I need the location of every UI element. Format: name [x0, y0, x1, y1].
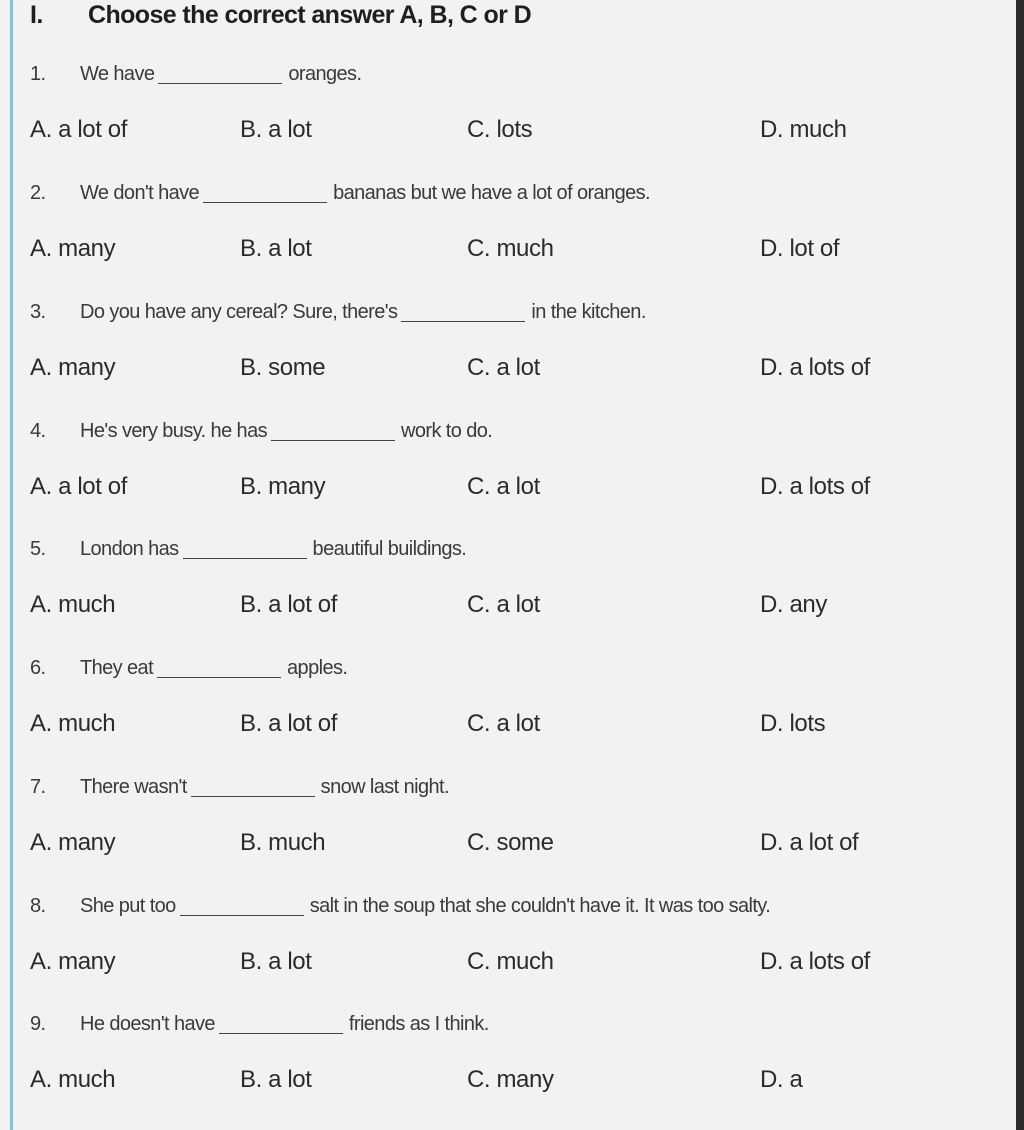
- question-text-before: We don't have: [80, 181, 200, 204]
- question-number: 7.: [30, 775, 46, 798]
- option-a: A. many: [30, 948, 116, 975]
- question-6: [30, 654, 347, 682]
- question-text-after: snow last night.: [320, 775, 449, 798]
- option-a: A. much: [30, 591, 116, 618]
- question-text-before: There wasn't: [80, 775, 187, 798]
- options-row-6: [30, 710, 990, 742]
- option-d: D. much: [760, 116, 847, 143]
- option-b: B. much: [240, 829, 326, 856]
- question-4: [30, 417, 492, 445]
- answer-blank: [158, 65, 282, 84]
- left-margin-rule: [10, 0, 13, 1130]
- option-c: C. a lot: [467, 591, 540, 618]
- options-row-1: [30, 116, 990, 148]
- option-a: A. many: [30, 354, 116, 381]
- question-1: [30, 60, 361, 88]
- option-c: C. a lot: [467, 710, 540, 737]
- question-text-after: beautiful buildings.: [312, 537, 467, 560]
- options-row-4: [30, 473, 990, 505]
- option-d: D. a lots of: [760, 354, 870, 381]
- question-3: [30, 298, 646, 326]
- question-text-before: Do you have any cereal? Sure, there's: [80, 300, 398, 323]
- question-text-after: oranges.: [288, 62, 362, 85]
- right-edge-border: [1016, 0, 1024, 1130]
- question-number: 8.: [30, 894, 46, 917]
- option-a: A. much: [30, 1066, 116, 1093]
- option-a: A. a lot of: [30, 116, 127, 143]
- question-text-after: in the kitchen.: [531, 300, 646, 323]
- option-c: C. some: [467, 829, 554, 856]
- question-7: [30, 773, 449, 801]
- options-row-9: [30, 1066, 990, 1098]
- question-text-before: He doesn't have: [80, 1012, 215, 1035]
- question-text-after: apples.: [287, 656, 348, 679]
- answer-blank: [219, 1015, 343, 1034]
- option-b: B. a lot: [240, 116, 312, 143]
- option-d: D. lots: [760, 710, 826, 737]
- question-number: 3.: [30, 300, 46, 323]
- question-text-after: friends as I think.: [348, 1012, 489, 1035]
- question-number: 6.: [30, 656, 46, 679]
- option-b: B. a lot: [240, 235, 312, 262]
- question-text-before: We have: [80, 62, 155, 85]
- option-b: B. some: [240, 354, 326, 381]
- question-text-after: work to do.: [401, 419, 493, 442]
- option-c: C. a lot: [467, 354, 540, 381]
- answer-blank: [271, 422, 395, 441]
- option-d: D. any: [760, 591, 827, 618]
- option-b: B. a lot of: [240, 591, 337, 618]
- question-9: [30, 1010, 489, 1038]
- option-d: D. a lots of: [760, 473, 870, 500]
- question-8: [30, 892, 770, 920]
- options-row-5: [30, 591, 990, 623]
- answer-blank: [401, 303, 525, 322]
- question-number: 4.: [30, 419, 46, 442]
- question-2: [30, 179, 650, 207]
- option-a: A. much: [30, 710, 116, 737]
- option-d: D. a: [760, 1066, 803, 1093]
- question-5: [30, 535, 466, 563]
- option-b: B. a lot of: [240, 710, 337, 737]
- option-a: A. many: [30, 829, 116, 856]
- option-a: A. a lot of: [30, 473, 127, 500]
- option-b: B. a lot: [240, 948, 312, 975]
- answer-blank: [180, 897, 304, 916]
- option-d: D. a lots of: [760, 948, 870, 975]
- option-d: D. lot of: [760, 235, 840, 262]
- option-a: A. many: [30, 235, 116, 262]
- answer-blank: [183, 540, 307, 559]
- question-text-before: He's very busy. he has: [80, 419, 268, 442]
- option-b: B. many: [240, 473, 326, 500]
- question-text-before: They eat: [80, 656, 154, 679]
- options-row-7: [30, 829, 990, 861]
- option-c: C. much: [467, 948, 554, 975]
- question-number: 2.: [30, 181, 46, 204]
- options-row-8: [30, 948, 990, 980]
- section-heading: [30, 0, 531, 30]
- section-number: I.: [30, 0, 43, 29]
- option-c: C. many: [467, 1066, 554, 1093]
- option-c: C. a lot: [467, 473, 540, 500]
- option-d: D. a lot of: [760, 829, 859, 856]
- options-row-3: [30, 354, 990, 386]
- option-c: C. lots: [467, 116, 533, 143]
- question-number: 5.: [30, 537, 46, 560]
- answer-blank: [191, 778, 315, 797]
- options-row-2: [30, 235, 990, 267]
- option-c: C. much: [467, 235, 554, 262]
- option-b: B. a lot: [240, 1066, 312, 1093]
- answer-blank: [157, 659, 281, 678]
- question-number: 9.: [30, 1012, 46, 1035]
- question-number: 1.: [30, 62, 46, 85]
- question-text-before: London has: [80, 537, 179, 560]
- question-text-after: salt in the soup that she couldn't have it. It was too salty.: [309, 894, 771, 917]
- question-text-before: She put too: [80, 894, 176, 917]
- question-text-after: bananas but we have a lot of oranges.: [333, 181, 651, 204]
- answer-blank: [203, 184, 327, 203]
- section-title: Choose the correct answer A, B, C or D: [88, 0, 532, 29]
